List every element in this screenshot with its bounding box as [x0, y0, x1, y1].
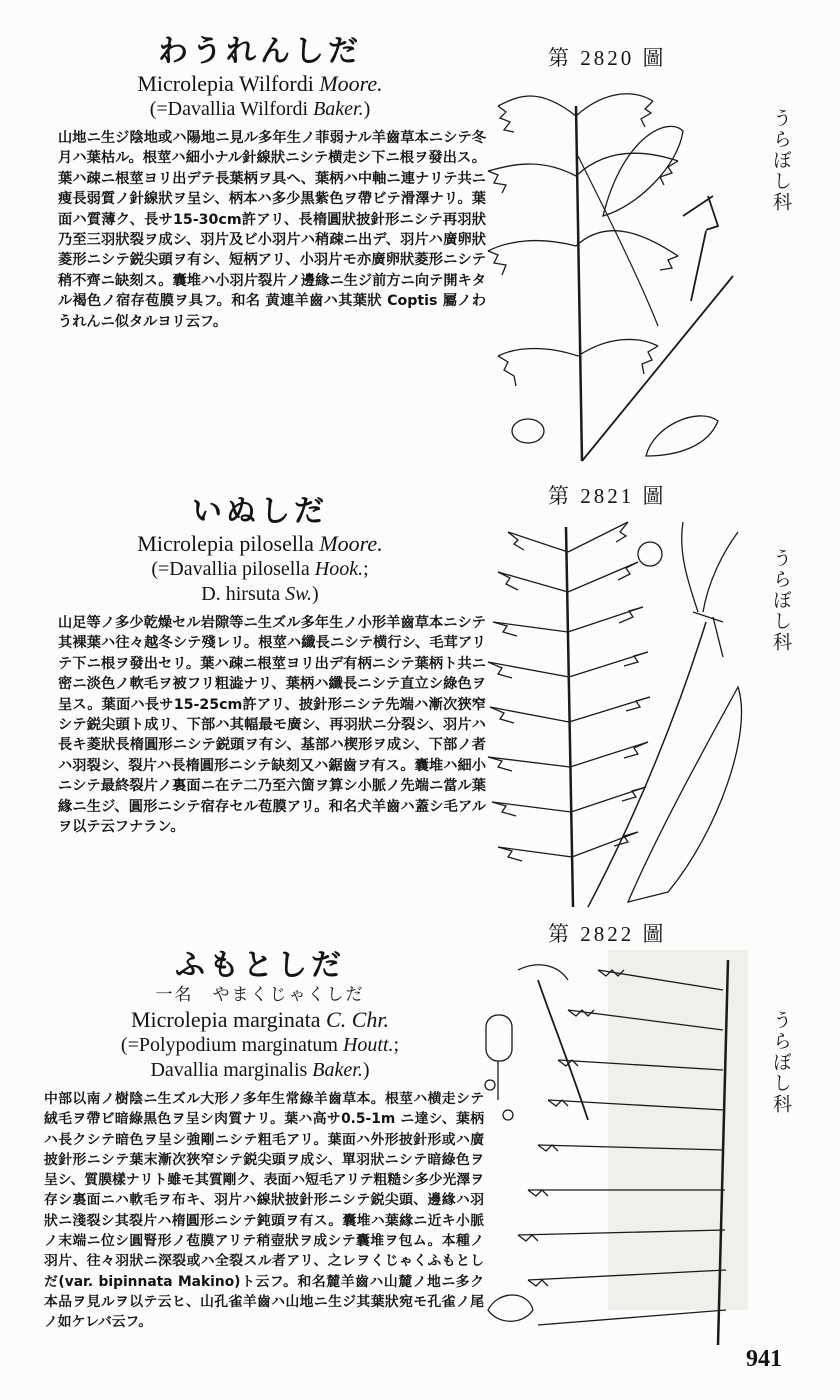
synonym: (=Polypodium marginatum Houtt.;: [120, 1034, 400, 1056]
entry-wauren-shida: [40, 34, 487, 332]
page-number: 941: [746, 1346, 782, 1372]
description: 山足等ノ多少乾燥セル岩隙等ニ生ズル多年生ノ小形羊齒草本ニシテ其裸葉ハ往々越冬シテ殘レリ。根莖ハ纖長ニシテ横行シ、毛茸アリテ下ニ根ヲ發出セリ。葉ハ疎ニ根莖ヨリ出デ有柄ニシテ葉柄ト共ニ密ニ淡色ノ軟毛ヲ被フリ粗澁ナリ、葉柄ハ纖長ニシテ直立シ綠色ヲ呈ス。葉面ハ長サ15-25cm許アリ、披針形ニシテ先端ハ漸次狹窄シテ鋭尖頭ト成リ、下部ハ其幅最モ廣シ、再羽狀ニ分裂シ、羽片ハ長キ菱狀長楕圓形ニシテ鋭頭ヲ有シ、基部ハ楔形ヲ成シ、下部ノ者ハ羽裂シ、裂片ハ長楕圓形ニシテ缺刻又ハ鋸齒ヲ有ス。囊堆ハ細小ニシテ最終裂片ノ裏面ニ在テ二乃至六箇ヲ算シ小脈ノ先端ニ當ル葉緣ニ生ジ、圓形ニシテ宿存セル苞膜アリ。和名犬羊齒ハ蓋シ毛アルヲ以テ云フナラン。: [58, 615, 486, 836]
family-label: うらぼし科: [770, 548, 792, 653]
synonym: D. hirsuta Sw.): [201, 583, 319, 605]
japanese-name: いぬしだ: [192, 494, 328, 529]
family-label: うらぼし科: [770, 108, 792, 213]
figure-label: 第 2820 圖: [548, 46, 667, 70]
synonym: (=Davallia Wilfordi Baker.): [149, 98, 371, 120]
fern-illustration-icon: [478, 950, 758, 1350]
synonym: (=Davallia pilosella Hook.;: [151, 558, 369, 580]
description: 中部以南ノ樹陰ニ生ズル大形ノ多年生常綠羊齒草本。根莖ハ横走シテ絨毛ヲ帶ビ暗綠黒色ヲ呈シ肉質ナリ。葉ハ高サ0.5-1m ニ達シ、葉柄ハ長クシテ暗色ヲ呈シ強剛ニシテ粗毛アリ。葉面ハ外形披針形或ハ廣披針形ニシテ葉末漸次狹窄シテ鋭尖頭ヲ成シ、單羽狀ニシテ暗綠色ヲ呈シ、質膜樣ナリト雖モ其質剛ク、表面ハ短毛アリテ粗糙シ多少光澤ヲ存シ裏面ニハ軟毛ヲ布キ、羽片ハ線狀披針形ニシテ鋭尖頭、邊緣ハ羽狀ニ淺裂シ其裂片ハ楕圓形ニシテ鈍頭ヲ有ス。囊堆ハ葉緣ニ近キ小脈ノ末端ニ位シ圓腎形ノ苞膜アリテ稍壺狀ヲ成シテ囊堆ヲ包ム。本種ノ羽片、往々羽狀ニ深裂或ハ全裂スル者アリ、之レヲくじゃくふもとしだ(var. bipinnata Makino)ト云フ。和名麓羊齒ハ山麓ノ地ニ多ク本品ヲ見ルヲ以テ云ヒ、山孔雀羊齒ハ山地ニ生ジ其葉狀宛モ孔雀ノ尾ノ如ケレバ云フ。: [44, 1091, 484, 1331]
description: 山地ニ生ジ陰地或ハ陽地ニ見ル多年生ノ菲弱ナル羊齒草本ニシテ冬月ハ葉枯ル。根莖ハ細小ナル針線狀ニシテ横走シ下ニ根ヲ發出ス。葉ハ疎ニ根莖ヨリ出デテ長葉柄ヲ具ヘ、葉柄ハ中軸ニ連ナリテ共ニ痩長弱質ノ針線狀ヲ呈シ、柄本ハ多少黒紫色ヲ帶ビテ滑澤ナリ。葉面ハ質薄ク、長サ15-30cm許アリ、長楕圓狀披針形ニシテ再羽狀乃至三羽狀裂ヲ成シ、羽片及ビ小羽片ハ稍疎ニ出デ、羽片ハ廣卵狀菱形ニシテ鋭尖頭ヲ有シ、短柄アリ、小羽片モ亦廣卵狀菱形ニシテ稍不齊ニ缺刻ス。囊堆ハ小羽片裂片ノ邊緣ニ生ジ前方ニ向テ開キタル褐色ノ宿存苞膜ヲ具フ。和名 黄連羊齒ハ其葉狀 Coptis 屬ノわうれんニ似タルヨリ云フ。: [58, 130, 487, 330]
fern-illustration-icon: [478, 76, 758, 466]
japanese-name: わうれんしだ: [158, 34, 362, 69]
figure-label: 第 2821 圖: [548, 484, 667, 508]
entry-inu-shida: [40, 494, 486, 837]
entry-fumoto-shida: [40, 948, 484, 1333]
figure-label: 第 2822 圖: [548, 922, 667, 946]
fern-illustration-icon: [478, 512, 758, 912]
latin-name: Microlepia Wilfordi Moore.: [137, 71, 383, 96]
latin-name: Microlepia pilosella Moore.: [137, 531, 383, 556]
latin-name: Microlepia marginata C. Chr.: [130, 1007, 390, 1032]
family-label: うらぼし科: [770, 1010, 792, 1115]
synonym: Davallia marginalis Baker.): [150, 1059, 370, 1081]
alternate-name: 一名 やまくじゃくしだ: [155, 985, 365, 1005]
japanese-name: ふもとしだ: [175, 948, 345, 983]
